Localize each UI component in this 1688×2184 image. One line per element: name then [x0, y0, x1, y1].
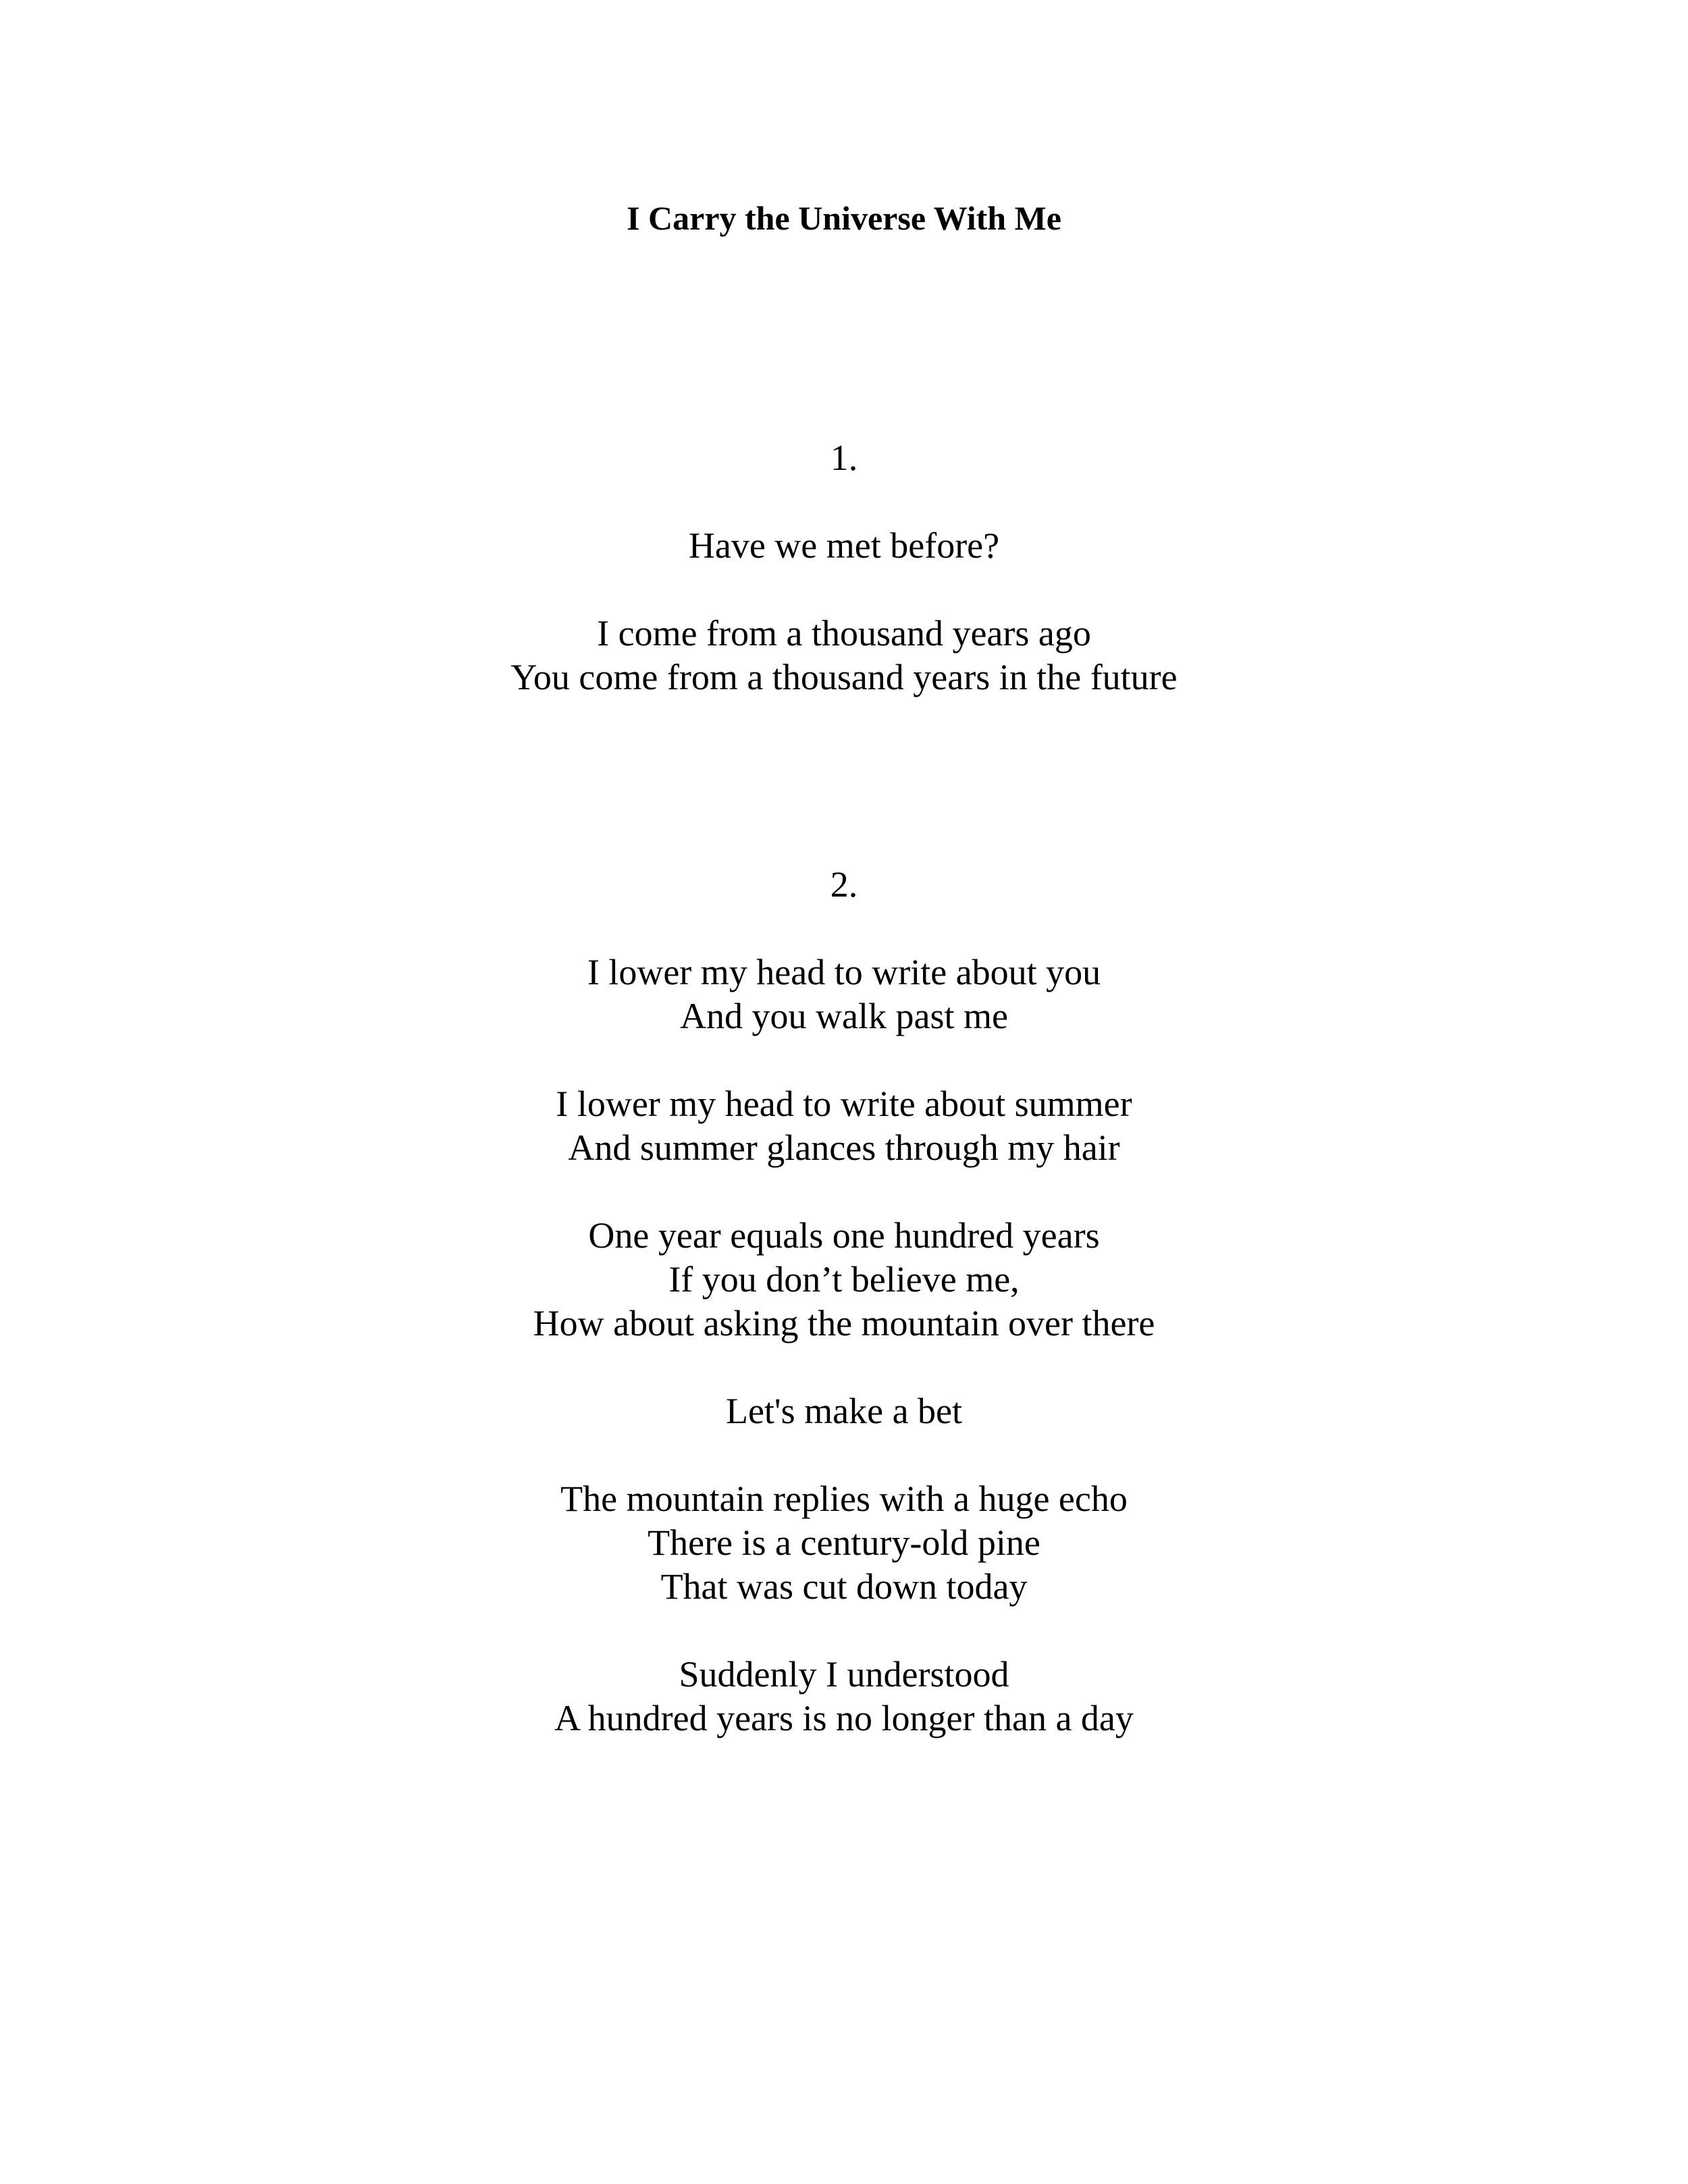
poem-line: You come from a thousand years in the future: [510, 657, 1178, 697]
section-number: 1.: [830, 437, 858, 478]
section-number: 2.: [830, 864, 858, 905]
poem-line: I lower my head to write about you: [587, 952, 1101, 992]
poem-line: And summer glances through my hair: [568, 1127, 1120, 1168]
poem-title: I Carry the Universe With Me: [627, 199, 1061, 237]
stanza-gap: [0, 568, 1688, 612]
poem-line: Suddenly I understood: [679, 1654, 1009, 1695]
poem-line: If you don’t believe me,: [668, 1259, 1020, 1300]
stanza-gap: [0, 1038, 1688, 1082]
poem-line: There is a century-old pine: [648, 1522, 1040, 1563]
poem-line: I lower my head to write about summer: [556, 1084, 1132, 1124]
poem-line: That was cut down today: [660, 1566, 1028, 1607]
poem-section-1: [0, 436, 1688, 699]
poem-line: A hundred years is no longer than a day: [554, 1698, 1134, 1738]
poem-line: And you walk past me: [680, 996, 1008, 1036]
poem-line: How about asking the mountain over there: [533, 1303, 1155, 1343]
stanza-gap: [0, 1346, 1688, 1389]
poem-line: The mountain replies with a huge echo: [560, 1479, 1128, 1519]
poem-line: I come from a thousand years ago: [597, 613, 1091, 654]
poem-line: Have we met before?: [688, 525, 1000, 566]
stanza-gap: [0, 1433, 1688, 1477]
stanza-gap: [0, 907, 1688, 951]
poem-line: Let's make a bet: [725, 1391, 963, 1431]
stanza-gap: [0, 480, 1688, 524]
stanza-gap: [0, 1609, 1688, 1653]
poem-line: One year equals one hundred years: [588, 1215, 1100, 1256]
stanza-gap: [0, 1170, 1688, 1214]
poem-section-2: [0, 863, 1688, 1740]
